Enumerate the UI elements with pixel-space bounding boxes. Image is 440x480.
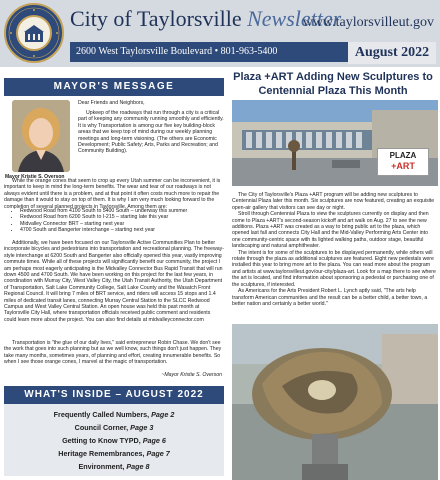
list-item[interactable]: Heritage Remembrances, Page 7 bbox=[58, 449, 170, 458]
newsletter-header bbox=[0, 0, 440, 67]
masthead-title bbox=[70, 6, 341, 32]
list-item[interactable]: Getting to Know TYPD, Page 6 bbox=[62, 436, 166, 445]
whats-inside-heading: WHAT'S INSIDE – AUGUST 2022 bbox=[4, 386, 224, 404]
address-bar: 2600 West Taylorsville Boulevard • 801-963-5400 bbox=[70, 42, 348, 62]
city-seal-icon bbox=[4, 3, 64, 63]
issue-date: August 2022 bbox=[348, 42, 436, 64]
mayor-message-heading: MAYOR'S MESSAGE bbox=[4, 78, 224, 96]
list-item: • Redwood Road from 6200 South to I-215 – starting late this year bbox=[20, 214, 224, 220]
list-item[interactable]: Environment, Page 8 bbox=[78, 462, 150, 471]
mayor-paragraph-intro: Upkeep of the roadways that run through a city is a critical part of keeping any community running smoothly and efficiently. It is why Transportation is among our five key building-block areas that we keep top of mind during our weekly planning meetings and long-term visioning. (The others are Economic Development; Public Safety; Arts, Parks and Recreation; and Community Building). bbox=[78, 110, 224, 155]
seal-ring-icon bbox=[6, 5, 62, 61]
article-paragraph: The intent is for some of the sculptures to be displayed permanently, while others will rotate through the plaza as additional sculptures are featured. Eight new pedestals were installed this year to bring more art to the plaza. You can read more about the program and artists at www.taylorsvilleut.gov/our-city/plaza-art. Look for a map there to see where the art is located, and find information about sponsoring a pedestal or purchasing one of the sculptures, if interested. bbox=[232, 249, 436, 288]
list-item: • Redwood Road from 4100 South to 5400 South – underway this summer bbox=[20, 208, 224, 214]
mayor-signoff: ~Mayor Kristie S. Overson bbox=[161, 372, 222, 378]
list-item: • 4700 South and Bangerter interchange – starting next year bbox=[20, 227, 224, 233]
mayor-portrait bbox=[12, 100, 70, 172]
sculpture-photo-icon bbox=[232, 324, 438, 480]
website-link[interactable]: www.taylorsvilleut.gov bbox=[302, 15, 434, 30]
article-paragraph: As Americans for the Arts President Robert L. Lynch aptly said, "The arts help transform American communities and the result can be a better child, a better town, a better nation and certainly a better world." bbox=[232, 288, 428, 307]
article-body bbox=[232, 192, 438, 307]
article-paragraph: Stroll through Centennial Plaza to view the sculptures currently on display and then come to Plaza +ART's second-season kickoff and art walk on Aug. 27 to see the new additions. Plaza +ART was created as a way to bring public art to the plaza, which opened last fall and connects City Hall and the Mid-Valley Performing Arts Center into one community-centric space with its lighted walking paths, outdoor stage, beautiful landscaping and natural amphitheater. bbox=[232, 211, 429, 250]
publication-name: Newsletter bbox=[247, 6, 342, 31]
plaza-art-sign: PLAZA +ART bbox=[377, 148, 429, 176]
list-item: • Midvalley Connector BRT – starting next year bbox=[20, 221, 224, 227]
city-name: City of Taylorsville bbox=[70, 6, 242, 31]
mayor-paragraph-1: While the orange cones that seem to crop up every Utah summer can be inconvenient, it is important to keep in mind the long-term benefits. The wear and tear of our roadways is not always evident until there is a problem, and at that point it often costs much more to repair the damage than it would to stay on top of them. It is why I am very much looking forward to the completion of several planned projects in Taylorsville. Among them are: bbox=[4, 178, 221, 210]
mayor-greeting: Dear Friends and Neighbors, bbox=[78, 100, 145, 106]
whats-inside-box bbox=[4, 404, 224, 476]
list-item[interactable]: Frequently Called Numbers, Page 2 bbox=[53, 410, 175, 419]
list-item[interactable]: Council Corner, Page 3 bbox=[74, 423, 154, 432]
article-paragraph: The City of Taylorsville's Plaza +ART program will be adding new sculptures to Centennial Plaza later this month. Six sculptures are now featured, creating an exquisite open-air gallery that visitors can see day or night. bbox=[232, 192, 435, 211]
sculpture-photo bbox=[232, 324, 438, 480]
portrait-caption: Mayor Kristie S. Overson bbox=[5, 174, 65, 180]
article-title: Plaza +ART Adding New Sculptures to Centennial Plaza This Month bbox=[233, 71, 433, 97]
mayor-paragraph-3: Transportation is "the glue of our daily lives," said entrepreneur Robin Chase. We don't see the work that goes into such planning but as we well know, such things don't just happen. They take many months, sometimes years, of planning and effort, creating innumerable benefits. So when I see those orange cones, I marvel at the magic of transportation. bbox=[4, 340, 222, 366]
project-list bbox=[4, 208, 224, 234]
mayor-paragraph-2: Additionally, we have been focused on our Taylorsville Active Communities Plan to better incorporate bicycles and pedestrians into transportation and recreational planning. The freeway-style interchange at 6200 South and Bangerter also officially opened this year, vastly improving commute times. While all of these projects will significantly benefit our community, the project I am perhaps most eagerly anticipating is the Midvalley Connector Bus Rapid Transit that will run down 4500 and 4700 South. We have been working on this project for the last few years, in coordination with Murray City, West Valley City, the Utah Transit Authority, the Utah Department of Transportation, Salt Lake Community College, Salt Lake County and the Wasatch Front Regional Council. It will bring 7 miles of BRT service, and riders will access 15 stops and 1.4 miles of dedicated transit lanes, connecting Murray Central Station to the SLCC Redwood Campus and West Valley Central Station. An open house was held this past month at Taylorsville City Hall, where transportation officials received public comment and residents could learn more about the project. You can also find details at midvalleyconnector.com bbox=[4, 240, 224, 323]
mayor-photo-icon bbox=[12, 100, 70, 172]
